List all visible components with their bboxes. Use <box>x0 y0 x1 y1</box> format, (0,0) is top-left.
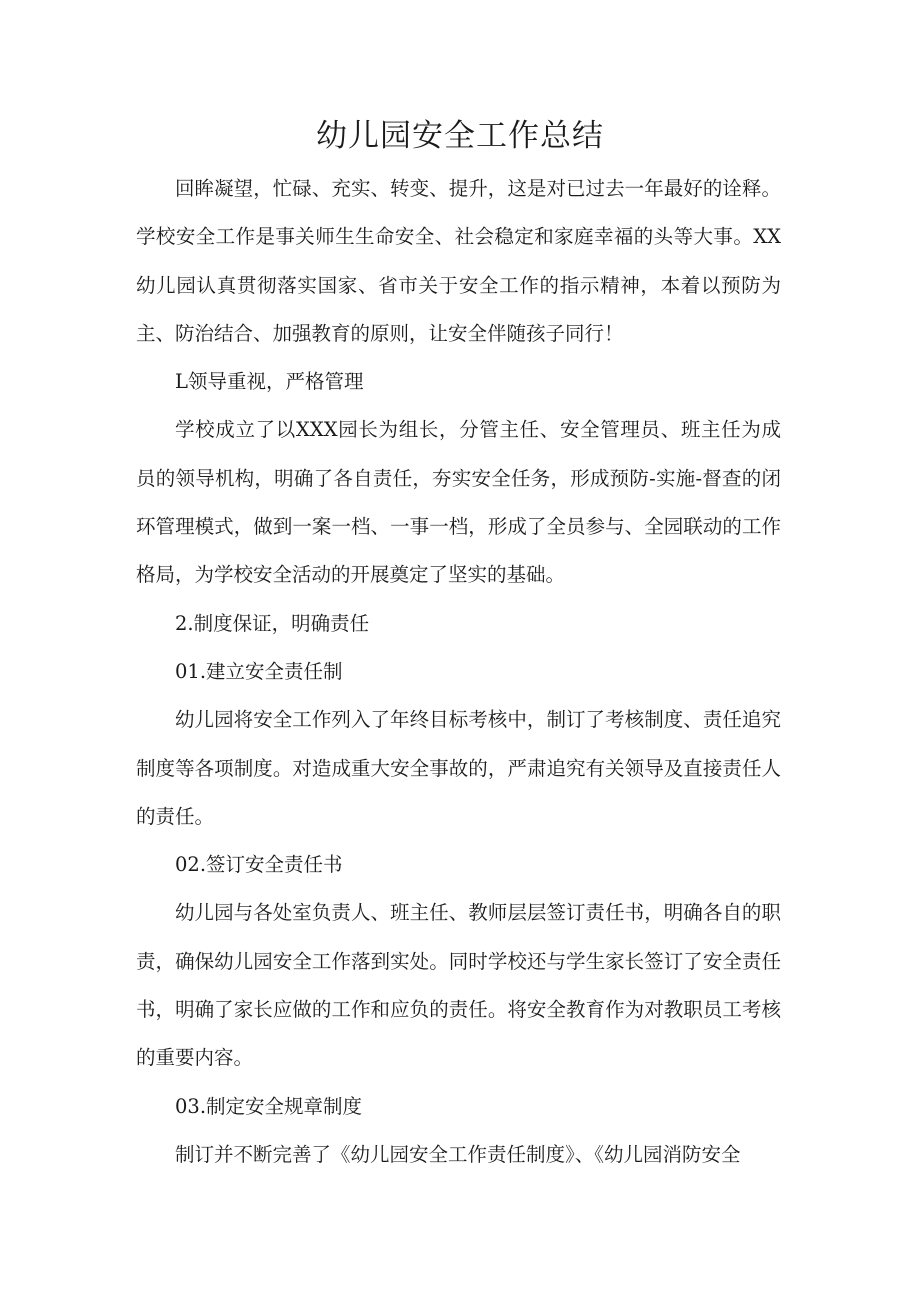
document-body <box>136 165 781 1179</box>
paragraph-responsibility-system: 幼儿园将安全工作列入了年终目标考核中，制订了考核制度、责任追究制度等各项制度。对造成重大安全事故的，严肃追究有关领导及直接责任人的责任。 <box>136 708 781 828</box>
subheading-02: 02.签订安全责任书 <box>175 853 343 877</box>
paragraph-leadership: 学校成立了以XXX园长为组长，分管主任、安全管理员、班主任为成员的领导机构，明确了各自责任，夯实安全任务，形成预防-实施-督查的闭环管理模式，做到一案一档、一事一档，形成了全员参与、全园联动的工作格局，为学校安全活动的开展奠定了坚实的基础。 <box>136 418 781 587</box>
paragraph-responsibility-letter: 幼儿园与各处室负责人、班主任、教师层层签订责任书，明确各自的职责，确保幼儿园安全工作落到实处。同时学校还与学生家长签订了安全责任书，明确了家长应做的工作和应负的责任。将安全教育作为对教职员工考核的重要内容。 <box>136 901 781 1070</box>
paragraph-intro: 回眸凝望，忙碌、充实、转变、提升，这是对已过去一年最好的诠释。学校安全工作是事关师生生命安全、社会稳定和家庭幸福的头等大事。XX幼儿园认真贯彻落实国家、省市关于安全工作的指示精神，本着以预防为主、防治结合、加强教育的原则，让安全伴随孩子同行！ <box>136 177 781 345</box>
subheading-01: 01.建立安全责任制 <box>175 659 343 683</box>
section-heading-1: L领导重视，严格管理 <box>175 370 364 394</box>
section-heading-2: 2.制度保证，明确责任 <box>175 611 370 635</box>
subheading-03: 03.制定安全规章制度 <box>175 1094 363 1118</box>
document-title: 幼儿园安全工作总结 <box>316 118 604 154</box>
paragraph-regulations: 制订并不断完善了《幼儿园安全工作责任制度》、《幼儿园消防安全 <box>175 1142 741 1166</box>
